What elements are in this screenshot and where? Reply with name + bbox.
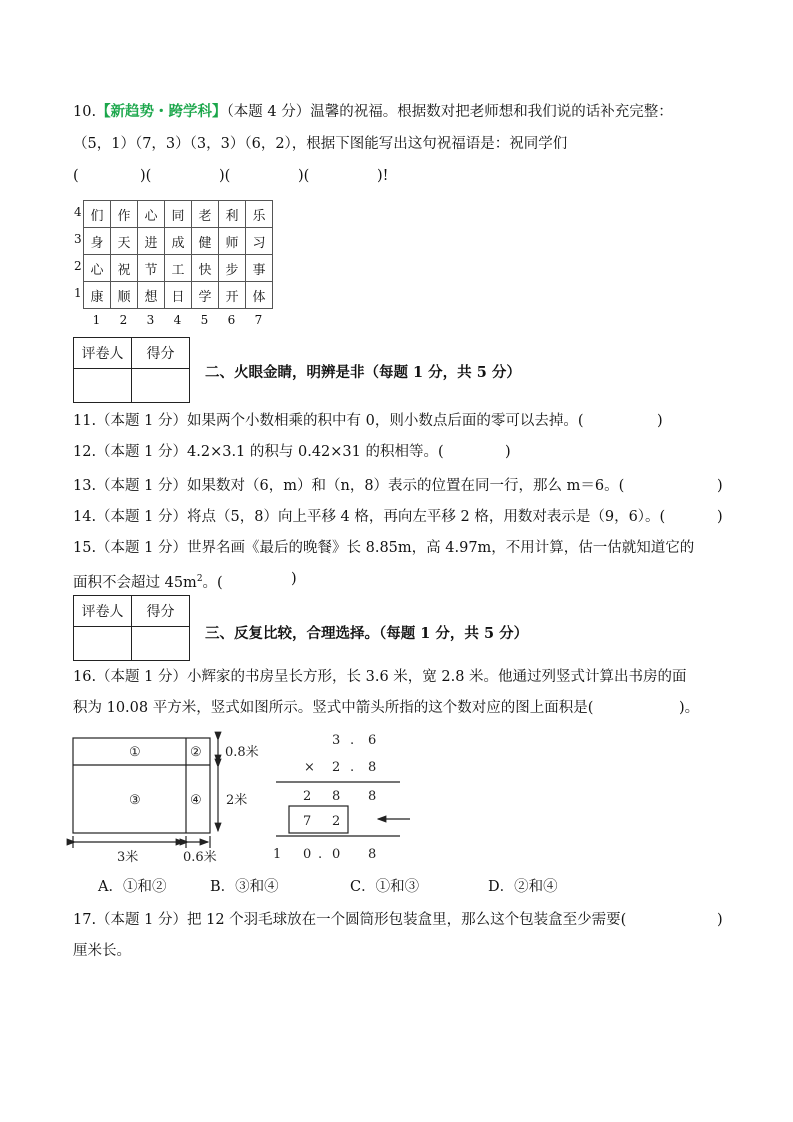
vertical-multiplication [273,733,376,862]
grid-cell: 快 [192,255,219,282]
section-3-heading: 三、反复比较，合理选择。（每题 1 分，共 5 分） [205,625,529,642]
section-2-heading: 二、火眼金睛，明辨是非（每题 1 分，共 5 分） [205,364,521,381]
grid-cell: 乐 [246,201,273,228]
grid-cell: 健 [192,228,219,255]
option-c[interactable]: C．①和③ [350,879,420,895]
svg-text:2: 2 [303,789,312,804]
grid-cell: 步 [219,255,246,282]
grid-cell: 同 [165,201,192,228]
grid-cell: 作 [111,201,138,228]
svg-text:×: × [304,760,315,775]
q15-line2: 面积不会超过 $45m^2$。( ) [73,571,297,591]
grid-col-label: 7 [254,313,263,327]
boxed-partial-product: 7 [303,814,312,829]
grid-cell: 身 [84,228,111,255]
grid-row-label: 2 [74,259,82,273]
svg-text:2: 2 [332,814,341,829]
grid-cell: 事 [246,255,273,282]
dim-0-8m: 0.8米 [225,745,259,760]
grid-cell: 体 [246,282,273,309]
option-d[interactable]: D．②和④ [488,879,558,895]
grid-col-label: 5 [200,313,209,327]
region-2: ② [190,745,202,760]
svg-text:.: . [318,847,323,862]
svg-text:6: 6 [368,733,377,748]
region-1: ① [129,745,141,760]
svg-text:2: 2 [332,760,341,775]
grader-label: 评卷人 [74,596,132,627]
grid-col-label: 2 [119,313,128,327]
grid-cell: 祝 [111,255,138,282]
q13: 13.（本题 1 分）如果数对（6，m）和（n，8）表示的位置在同一行，那么 m＝6。( ) [73,478,723,494]
grid-cell: 工 [165,255,192,282]
grid-cell: 师 [219,228,246,255]
q16-line2: 积为 10.08 平方米，竖式如图所示。竖式中箭头所指的这个数对应的图上面积是( )。 [73,700,700,716]
svg-text:0: 0 [303,847,312,862]
q16-line1: 16.（本题 1 分）小辉家的书房呈长方形，长 3.6 米，宽 2.8 米。他通过列竖式计算出书房的面 [73,669,687,685]
svg-text:8: 8 [368,847,377,862]
q12: 12.（本题 1 分）4.2×3.1 的积与 0.42×31 的积相等。( ) [73,444,511,460]
region-3: ③ [129,793,141,808]
svg-text:8: 8 [368,789,377,804]
grid-col-label: 6 [227,313,236,327]
q11: 11.（本题 1 分）如果两个小数相乘的积中有 0，则小数点后面的零可以去掉。( ) [73,413,663,429]
svg-text:8: 8 [332,789,341,804]
grid-col-label: 1 [92,313,101,327]
dim-3m: 3米 [117,850,139,865]
grid-cell: 日 [165,282,192,309]
svg-text:.: . [350,733,355,748]
grid-cell: 康 [84,282,111,309]
dim-0-6m: 0.6米 [183,850,217,865]
grader-label: 评卷人 [74,338,132,369]
grid-row-label: 1 [74,286,82,300]
grid-cell: 心 [84,255,111,282]
svg-text:1: 1 [273,847,282,862]
grid-col-label: 3 [146,313,155,327]
grid-cell: 老 [192,201,219,228]
grid-cell: 成 [165,228,192,255]
q17-line1: 17.（本题 1 分）把 12 个羽毛球放在一个圆筒形包装盒里，那么这个包装盒至少需要( ) [73,912,723,928]
grid-cell: 心 [138,201,165,228]
grid-cell: 顺 [111,282,138,309]
grid-col-label: 4 [173,313,182,327]
grid-cell: 利 [219,201,246,228]
q10-line1: 10.【新趋势・跨学科】（本题 4 分）温馨的祝福。根据数对把老师想和我们说的话补充完整： [73,103,673,120]
grid-cell: 节 [138,255,165,282]
svg-text:8: 8 [368,760,377,775]
grid-cell: 们 [84,201,111,228]
grid-cell: 开 [219,282,246,309]
q17-line2: 厘米长。 [73,943,131,959]
option-a[interactable]: A．①和② [98,879,167,895]
grid-cell: 学 [192,282,219,309]
grid-row-label: 3 [74,232,82,246]
q10-line2: （5，1）（7，3）（3，3）（6，2），根据下图能写出这句祝福语是：祝同学们 [73,136,568,152]
svg-text:0: 0 [332,847,341,862]
grid-cell: 进 [138,228,165,255]
option-b[interactable]: B．③和④ [210,879,279,895]
grid-cell: 天 [111,228,138,255]
exam-page: 10.【新趋势・跨学科】（本题 4 分）温馨的祝福。根据数对把老师想和我们说的话补充完整： （5，1）（7，3）（3，3）（6，2），根据下图能写出这句祝福语是：祝同学们 ( )( )( )( )! 们 作 心 同 老 利 乐 身 天 进 成 健 师 习 心 祝 节 工 快 步 事 康 顺 想 日 学 开 体 4 3 2 1 1 2 3 4 5 6 7 评卷人 得分 二、火眼金睛，明辨是非（每题 1 分，共 5 分） 11.（本题 1 分）如果两个小数相乘的积中有 0，则小数点后面的零可以去掉。( ) 12.（本题 1 分）4.2×3.1 的积与 0.42×31 的积相等。( ) 13.（本题 1 分）如果数对（6，m）和（n，8）表示的位置在同一行，那么 m＝6。( ) 14.（本题 1 分）将点（5，8）向上平移 4 格，再向左平移 2 格，用数对表示是（9，6）。( ) 15.（本题 1 分）世界名画《最后的晚餐》长 8.85m，高 4.97m，不用计算，估一估就知道它的 面积不会超过 $45m^2$。( ) 评卷人 得分 三、反复比较，合理选择。（每题 1 分，共 5 分） 16.（本题 1 分）小辉家的书房呈长方形，长 3.6 米，宽 2.8 米。他通过列竖式计算出书房的面 积为 10.08 平方米，竖式如图所示。竖式中箭头所指的这个数对应的图上面积是( )。 ① ② ③ ④ 0.8米 2米 3米 0.6米 3 . 6 × 2 . 8 2 8 8 7 2 1 0 . 0 8 A．①和② B．③和④ C．①和③ D．②和④ 17.（本题 1 分）把 12 个羽毛球放在一个圆筒形包装盒里，那么这个包装盒至少需要( ) 厘米长。 [0,0,793,1122]
region-4: ④ [190,793,202,808]
grid-cell: 想 [138,282,165,309]
q15-line1: 15.（本题 1 分）世界名画《最后的晚餐》长 8.85m，高 4.97m，不用计算，估一估就知道它的 [73,540,695,556]
score-label: 得分 [132,338,190,369]
grid-row-label: 4 [74,205,82,219]
grid-cell: 习 [246,228,273,255]
q14: 14.（本题 1 分）将点（5，8）向上平移 4 格，再向左平移 2 格，用数对表示是（9，6）。( ) [73,509,723,525]
dim-2m: 2米 [226,793,248,808]
svg-text:3: 3 [332,733,341,748]
score-label: 得分 [132,596,190,627]
svg-text:.: . [350,760,355,775]
